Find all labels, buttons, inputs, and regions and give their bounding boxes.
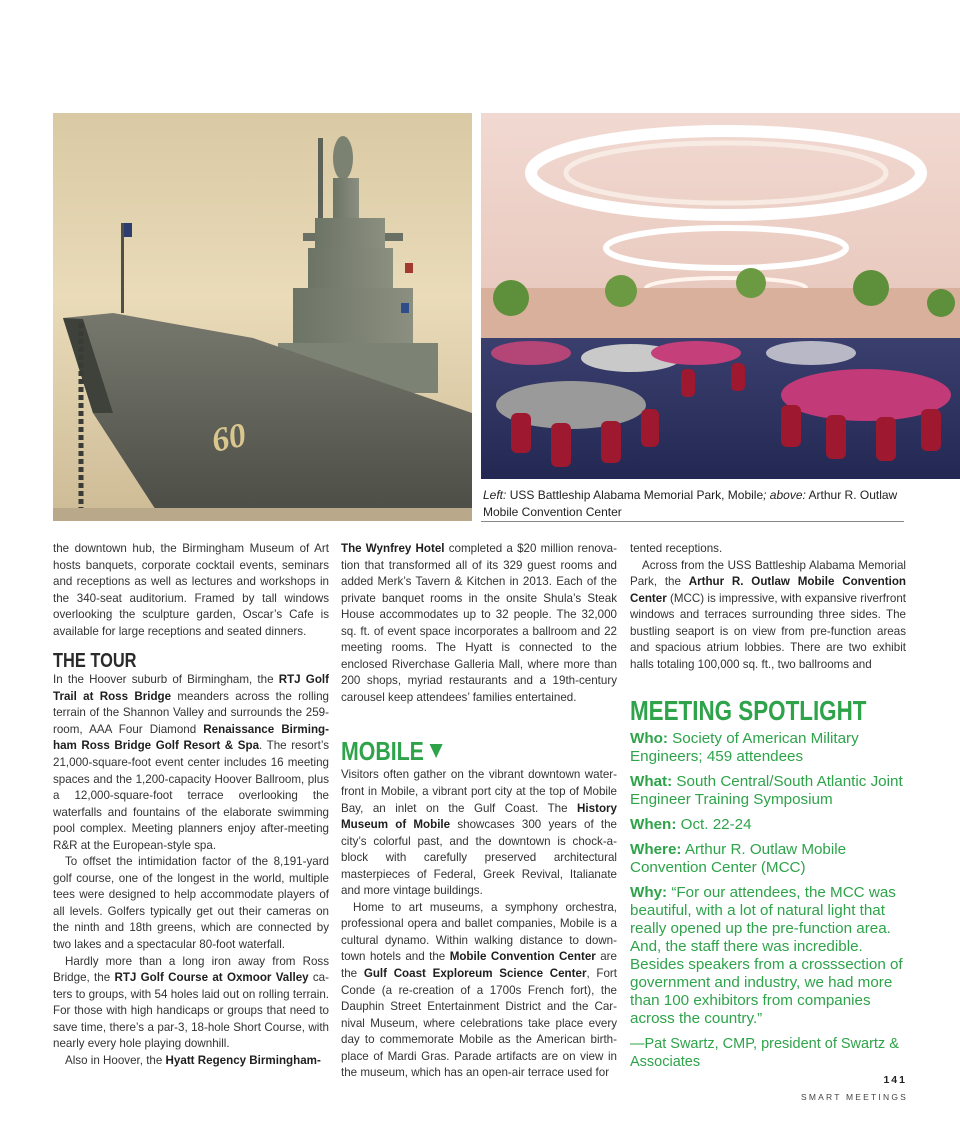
paragraph bbox=[53, 1053, 329, 1070]
paragraph bbox=[341, 900, 617, 1082]
meeting-spotlight bbox=[630, 696, 906, 1071]
text-run: caters to groups, with 54 holes laid out on rolling terrain. For those with high handicaps or groups that need to save time, there’s a par-3, 18-hole Short Course, with nearly every hole playing downhill. bbox=[53, 971, 330, 1051]
section-heading-text: MOBILE bbox=[341, 736, 424, 767]
spotlight-value: Society of American Military Engineers; 459 attendees bbox=[630, 730, 859, 766]
caption-left-label: Left: bbox=[483, 488, 507, 502]
spotlight-label: Where: bbox=[630, 841, 682, 859]
paragraph bbox=[630, 558, 906, 674]
section-heading-mobile bbox=[341, 737, 567, 765]
caption-divider bbox=[481, 521, 904, 522]
venue-name: Renaissance Birmingham Ross Bridge Golf Resort & Spa bbox=[53, 722, 329, 753]
paragraph: the downtown hub, the Birmingham Museum of Art hosts banquets, corporate cocktail events, seminars and receptions as well as lectures and workshops in the 340-seat auditorium. Framed by tall windows overlooking the sculpture garden, Oscar’s Cafe is available for large receptions and seated dinners. bbox=[53, 542, 329, 638]
text-run: are the bbox=[341, 950, 617, 981]
spotlight-where bbox=[630, 841, 906, 877]
text-run: Home to art museums, a symphony orchestra, professional opera and ballet companies, Mobile is a cultural dynamo. Within walking distance to downtown hotels and the bbox=[341, 900, 617, 964]
spotlight-value: “For our attendees, the MCC was beautiful, with a lot of natural light that really opened up the pre-function area. And, the staff there was incredible. Besides speakers from a crosssection of government and industry, we had more than 100 exhibitors from companies across the country.” bbox=[630, 884, 903, 1028]
venue-name: Arthur R. Outlaw Mobile Convention Center bbox=[630, 575, 906, 605]
spotlight-who bbox=[630, 730, 906, 766]
venue-name: Mobile Convention Center bbox=[449, 950, 596, 964]
venue-name: The Wynfrey Hotel bbox=[341, 542, 445, 555]
ballroom-photo bbox=[481, 113, 960, 479]
caption-above-text: Arthur R. Outlaw Mobile Convention Center bbox=[483, 488, 898, 519]
venue-name: RTJ Golf Course at Oxmoor Valley bbox=[114, 971, 309, 985]
text-run: showcases 300 years of the city’s colorful past, and the downtown is chock-a-block with carefully preserved architectural masterpieces of Federal, Greek Revival, Italianate and more vintage buildings. bbox=[341, 818, 618, 898]
triangle-down-icon bbox=[430, 744, 443, 758]
spotlight-why bbox=[630, 884, 906, 1028]
spotlight-value: South Central/South Atlantic Joint Engineer Training Symposium bbox=[630, 773, 903, 809]
page-number: 141 bbox=[883, 1074, 907, 1086]
battleship-illustration bbox=[53, 113, 472, 521]
section-heading-the-tour: THE TOUR bbox=[53, 650, 137, 673]
article-column-1 bbox=[53, 541, 329, 1069]
text-run: completed a $20 million renovation that transformed all of its 329 guest rooms and added Merk’s Tavern & Kitchen in 2013. Each of the private banquet rooms in the onsite Shula’s Steak House accommodates up to 32 people. The 32,000 sq. ft. of event space incorporates a ballroom and 22 meeting rooms. The Hyatt is connected to the enclosed Riverchase Galleria Mall, where more than 200 shops, myriad restaurants and a 19th-century carousel keep attendees’ families entertained. bbox=[341, 542, 617, 704]
caption-above-label: ; above: bbox=[763, 488, 806, 502]
spotlight-label: Why: bbox=[630, 884, 668, 902]
text-run: . The resort’s 21,000-square-foot event center includes 16 meeting spaces and the 1,200-capacity Hoover Ballroom, plus a 12,000-square-foot terrace overlooking the waterfalls and fountains of the elaborate swimming pool complex. Meeting planners enjoy after-meeting R&R at the European-style spa. bbox=[53, 739, 329, 852]
spotlight-what bbox=[630, 773, 906, 809]
hull-number: 60 bbox=[208, 416, 250, 460]
venue-name: History Museum of Mobile bbox=[341, 801, 617, 832]
paragraph bbox=[341, 767, 617, 899]
venue-name: Gulf Coast Exploreum Science Center bbox=[363, 967, 587, 981]
spotlight-title: MEETING SPOTLIGHT bbox=[630, 695, 867, 727]
article-column-2 bbox=[341, 541, 617, 1082]
spotlight-when bbox=[630, 816, 906, 834]
venue-name: Hyatt Regency Birmingham- bbox=[165, 1053, 321, 1067]
paragraph: To offset the intimidation factor of the 8,191-yard golf course, one of the longest in the world, multiple tees were designed to help accommodate players of all levels. Golfers typically get out their cameras on the ninth and 18th greens, which are connected by two lakes and a spectacular 80-foot waterfall. bbox=[53, 855, 329, 952]
text-run: Visitors often gather on the vibrant downtown waterfront in Mobile, a vibrant port city at the top of Mobile Bay, an inlet on the Gulf Coast. The bbox=[341, 768, 617, 815]
paragraph bbox=[53, 672, 329, 854]
text-run: , Fort Conde (a re-creation of a 1700s French fort), the Dauphin Street Entertainment District and the Carnival Museum, where celebrations take place every day to commemorate Mobile as the American birthplace of Mardi Gras. Parade artifacts are on view in the museum, which has an open-air terrace used for bbox=[341, 967, 617, 1080]
venue-name: RTJ Golf Trail at Ross Bridge bbox=[53, 673, 329, 703]
magazine-name: SMART MEETINGS bbox=[801, 1092, 908, 1102]
battleship-photo bbox=[53, 113, 472, 521]
text-run: In the Hoover suburb of Birmingham, the bbox=[53, 673, 279, 687]
spotlight-value: Oct. 22-24 bbox=[676, 816, 752, 834]
caption-left-text: USS Battleship Alabama Memorial Park, Mobile bbox=[506, 488, 764, 502]
paragraph: tented receptions. bbox=[630, 542, 723, 555]
text-run: Across from the USS Battleship Alabama Memorial Park, the bbox=[630, 558, 906, 589]
text-run: meanders across the rolling terrain of the Shannon Valley and surrounds the 259-room, AAA Four Diamond bbox=[53, 689, 329, 736]
spotlight-label: When: bbox=[630, 816, 677, 834]
article-column-3 bbox=[630, 541, 906, 1071]
spotlight-value: Arthur R. Outlaw Mobile Convention Center (MCC) bbox=[630, 841, 847, 877]
paragraph bbox=[341, 541, 617, 706]
spotlight-label: Who: bbox=[630, 730, 668, 748]
text-run: Also in Hoover, the bbox=[65, 1053, 166, 1067]
text-run: (MCC) is impressive, with expansive riverfront windows and terraces surrounding three sides. The bustling seaport is on view from pre-function areas and spacious atrium lobbies. There are two exhibit halls totaling 100,000 sq. ft., two ballrooms and bbox=[630, 591, 906, 671]
ballroom-illustration bbox=[481, 113, 960, 479]
photo-caption bbox=[483, 487, 903, 521]
text-run: Hardly more than a long iron away from Ross Bridge, the bbox=[53, 954, 329, 985]
spotlight-label: What: bbox=[630, 773, 673, 791]
paragraph bbox=[53, 954, 329, 1053]
spotlight-attribution: —Pat Swartz, CMP, president of Swartz & Associates bbox=[630, 1036, 899, 1071]
